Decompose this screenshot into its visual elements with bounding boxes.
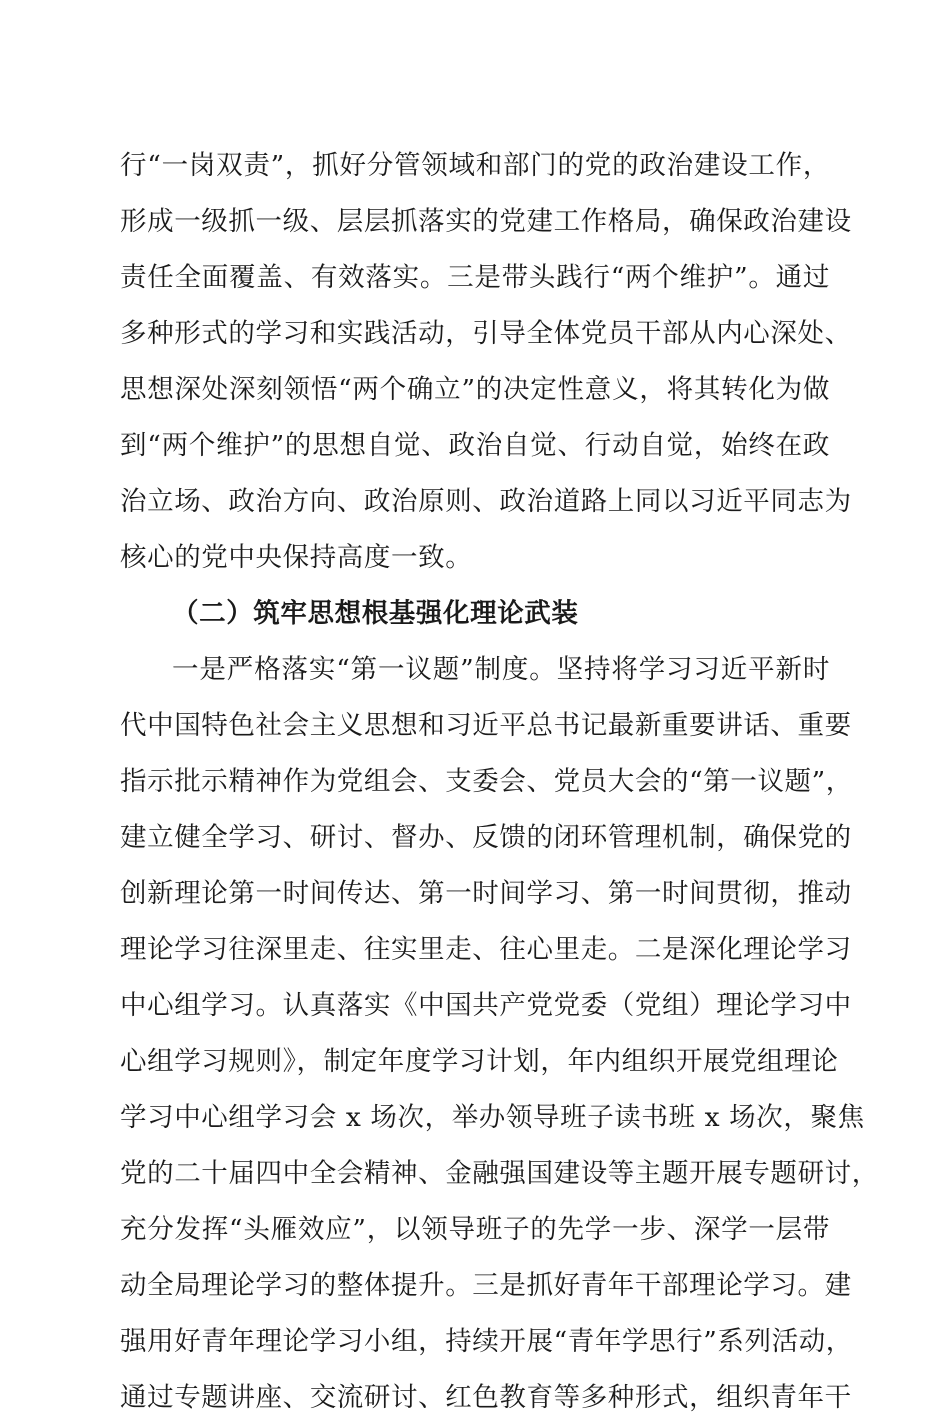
text-line: 建立健全学习、研讨、督办、反馈的闭环管理机制，确保党的 bbox=[120, 822, 852, 853]
text-line: 充分发挥“头雁效应”，以领导班子的先学一步、深学一层带 bbox=[120, 1214, 830, 1245]
text-line: 责任全面覆盖、有效落实。三是带头践行“两个维护”。通过 bbox=[120, 262, 830, 293]
text-line: 强用好青年理论学习小组，持续开展“青年学思行”系列活动， bbox=[120, 1326, 853, 1357]
text-line: 思想深处深刻领悟“两个确立”的决定性意义，将其转化为做 bbox=[120, 374, 830, 405]
text-line: 心组学习规则》，制定年度学习计划，年内组织开展党组理论 bbox=[120, 1046, 839, 1077]
text-line: 治立场、政治方向、政治原则、政治道路上同以习近平同志为 bbox=[120, 486, 852, 517]
text-line: 中心组学习。认真落实《中国共产党党委（党组）理论学习中 bbox=[120, 990, 852, 1021]
text-line: 创新理论第一时间传达、第一时间学习、第一时间贯彻，推动 bbox=[120, 878, 852, 909]
text-line: 形成一级抓一级、层层抓落实的党建工作格局，确保政治建设 bbox=[120, 206, 852, 237]
text-line: 代中国特色社会主义思想和习近平总书记最新重要讲话、重要 bbox=[120, 710, 852, 741]
body-text bbox=[120, 138, 879, 1426]
text-line: 行“一岗双责”，抓好分管领域和部门的党的政治建设工作， bbox=[120, 150, 830, 181]
text-line: 核心的党中央保持高度一致。 bbox=[120, 542, 473, 573]
text-line: 多种形式的学习和实践活动，引导全体党员干部从内心深处、 bbox=[120, 318, 852, 349]
text-line: 通过专题讲座、交流研讨、红色教育等多种形式，组织青年干 bbox=[120, 1382, 852, 1413]
section-heading: （二）筑牢思想根基强化理论武装 bbox=[172, 598, 579, 629]
text-line: 理论学习往深里走、往实里走、往心里走。二是深化理论学习 bbox=[120, 934, 852, 965]
text-line: 一是严格落实“第一议题”制度。坚持将学习习近平新时 bbox=[172, 654, 830, 685]
text-line: 学习中心组学习会 x 场次，举办领导班子读书班 x 场次，聚焦 bbox=[120, 1102, 865, 1133]
text-line: 到“两个维护”的思想自觉、政治自觉、行动自觉，始终在政 bbox=[120, 430, 830, 461]
text-line: 动全局理论学习的整体提升。三是抓好青年干部理论学习。建 bbox=[120, 1270, 852, 1301]
text-line: 指示批示精神作为党组会、支委会、党员大会的“第一议题”， bbox=[120, 766, 853, 797]
text-line: 党的二十届四中全会精神、金融强国建设等主题开展专题研讨， bbox=[120, 1158, 879, 1189]
